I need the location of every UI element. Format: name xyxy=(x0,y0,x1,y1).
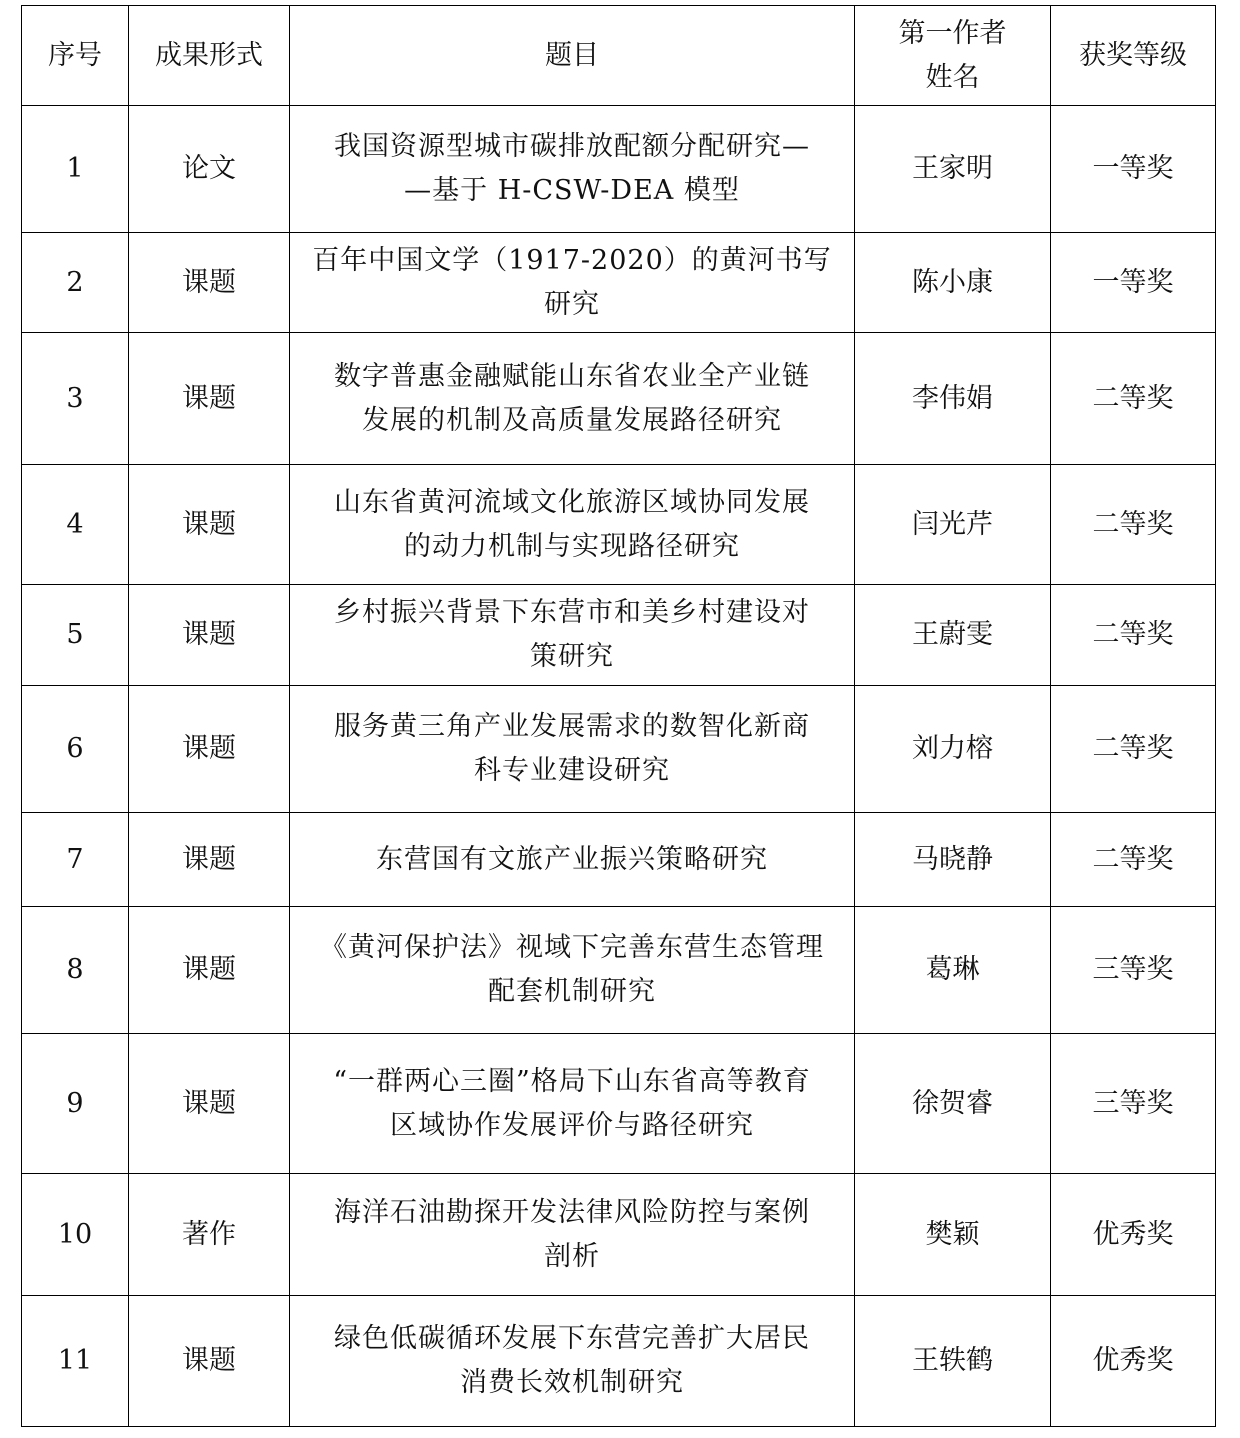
table-row xyxy=(22,1034,1216,1174)
row-award: 优秀奖 xyxy=(1051,1174,1216,1296)
title-line1: 《黄河保护法》视域下完善东营生态管理 xyxy=(320,932,824,963)
row-author: 马晓静 xyxy=(855,813,1051,907)
table-row xyxy=(22,907,1216,1034)
row-award: 一等奖 xyxy=(1051,233,1216,333)
row-title xyxy=(290,585,855,686)
row-num: 5 xyxy=(22,585,129,686)
row-award: 三等奖 xyxy=(1051,1034,1216,1174)
header-author xyxy=(855,6,1051,106)
header-author-line1: 第一作者 xyxy=(898,17,1007,49)
row-title xyxy=(290,333,855,465)
table-row xyxy=(22,686,1216,813)
title-line1: 服务黄三角产业发展需求的数智化新商 xyxy=(334,711,810,742)
row-type: 课题 xyxy=(129,465,290,585)
row-num: 6 xyxy=(22,686,129,813)
table-row xyxy=(22,333,1216,465)
title-line2: 区域协作发展评价与路径研究 xyxy=(390,1109,754,1141)
table-row xyxy=(22,585,1216,686)
row-title xyxy=(290,233,855,333)
header-type: 成果形式 xyxy=(129,6,290,106)
row-type: 课题 xyxy=(129,813,290,907)
row-title xyxy=(290,813,855,907)
title-line2: —基于 H-CSW-DEA 模型 xyxy=(404,175,740,206)
title-line1: 乡村振兴背景下东营市和美乡村建设对 xyxy=(334,597,810,628)
title-line2: 研究 xyxy=(544,288,600,320)
row-title xyxy=(290,1034,855,1174)
table-row xyxy=(22,813,1216,907)
title-line1: 我国资源型城市碳排放配额分配研究— xyxy=(334,131,810,162)
table-row xyxy=(22,1174,1216,1296)
row-num: 7 xyxy=(22,813,129,907)
row-award: 二等奖 xyxy=(1051,585,1216,686)
row-num: 8 xyxy=(22,907,129,1034)
row-award: 二等奖 xyxy=(1051,686,1216,813)
title-line1: 东营国有文旅产业振兴策略研究 xyxy=(376,843,768,875)
title-line1: 海洋石油勘探开发法律风险防控与案例 xyxy=(334,1196,810,1228)
title-line1: 绿色低碳循环发展下东营完善扩大居民 xyxy=(334,1323,810,1354)
row-author: 王家明 xyxy=(855,106,1051,233)
row-author: 陈小康 xyxy=(855,233,1051,333)
row-num: 11 xyxy=(22,1296,129,1427)
title-line1: “一群两心三圈”格局下山东省高等教育 xyxy=(333,1065,811,1097)
title-line1: 山东省黄河流域文化旅游区域协同发展 xyxy=(334,486,810,518)
title-line1: 百年中国文学（1917-2020）的黄河书写 xyxy=(312,244,832,276)
row-title xyxy=(290,907,855,1034)
row-author: 葛琳 xyxy=(855,907,1051,1034)
row-type: 课题 xyxy=(129,233,290,333)
row-title xyxy=(290,1174,855,1296)
header-row xyxy=(22,6,1216,106)
row-num: 10 xyxy=(22,1174,129,1296)
title-line2: 剖析 xyxy=(544,1240,600,1272)
row-num: 4 xyxy=(22,465,129,585)
row-award: 二等奖 xyxy=(1051,333,1216,465)
row-title xyxy=(290,686,855,813)
title-line2: 的动力机制与实现路径研究 xyxy=(404,530,740,562)
row-author: 李伟娟 xyxy=(855,333,1051,465)
table-row xyxy=(22,1296,1216,1427)
row-author: 刘力榕 xyxy=(855,686,1051,813)
title-line2: 发展的机制及高质量发展路径研究 xyxy=(362,404,782,436)
table-row xyxy=(22,465,1216,585)
row-type: 论文 xyxy=(129,106,290,233)
row-author: 徐贺睿 xyxy=(855,1034,1051,1174)
title-line2: 科专业建设研究 xyxy=(474,755,670,786)
row-type: 课题 xyxy=(129,1034,290,1174)
row-num: 9 xyxy=(22,1034,129,1174)
row-num: 2 xyxy=(22,233,129,333)
row-award: 二等奖 xyxy=(1051,465,1216,585)
row-author: 闫光芹 xyxy=(855,465,1051,585)
row-author: 王蔚雯 xyxy=(855,585,1051,686)
row-award: 三等奖 xyxy=(1051,907,1216,1034)
row-type: 课题 xyxy=(129,1296,290,1427)
row-type: 课题 xyxy=(129,333,290,465)
row-type: 课题 xyxy=(129,907,290,1034)
row-award: 优秀奖 xyxy=(1051,1296,1216,1427)
title-line2: 消费长效机制研究 xyxy=(460,1367,684,1398)
row-title xyxy=(290,1296,855,1427)
table-row xyxy=(22,106,1216,233)
row-type: 著作 xyxy=(129,1174,290,1296)
row-title xyxy=(290,465,855,585)
title-line1: 数字普惠金融赋能山东省农业全产业链 xyxy=(334,360,810,392)
row-type: 课题 xyxy=(129,686,290,813)
awards-table xyxy=(21,5,1216,1427)
row-award: 二等奖 xyxy=(1051,813,1216,907)
title-line2: 策研究 xyxy=(530,641,614,672)
row-type: 课题 xyxy=(129,585,290,686)
header-num: 序号 xyxy=(22,6,129,106)
title-line2: 配套机制研究 xyxy=(488,976,656,1007)
header-author-line2: 姓名 xyxy=(925,61,980,93)
row-author: 樊颖 xyxy=(855,1174,1051,1296)
header-award: 获奖等级 xyxy=(1051,6,1216,106)
row-author: 王轶鹤 xyxy=(855,1296,1051,1427)
row-num: 1 xyxy=(22,106,129,233)
row-title xyxy=(290,106,855,233)
table-row xyxy=(22,233,1216,333)
row-award: 一等奖 xyxy=(1051,106,1216,233)
row-num: 3 xyxy=(22,333,129,465)
header-title: 题目 xyxy=(290,6,855,106)
